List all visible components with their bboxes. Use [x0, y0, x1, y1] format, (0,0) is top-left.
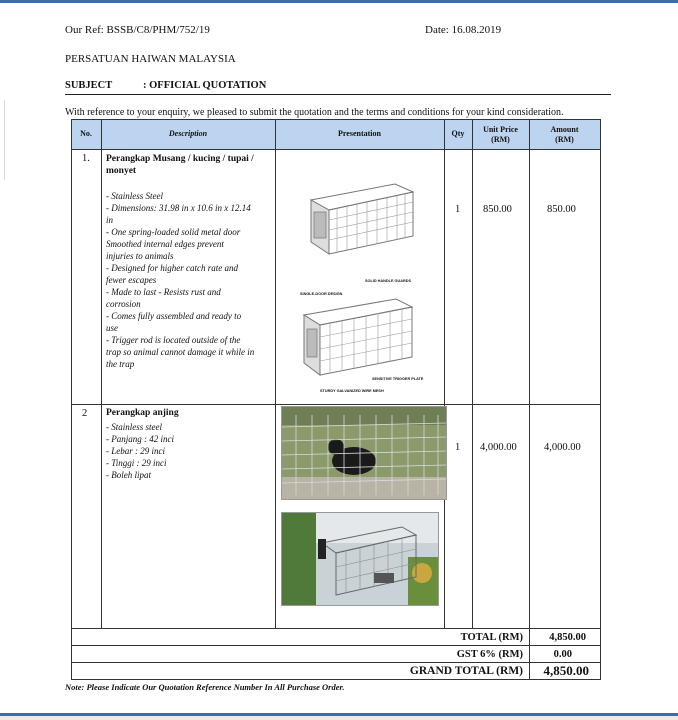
col-divider — [275, 119, 276, 628]
unit-price-label: Unit Price — [483, 125, 518, 134]
spec-line: - Trigger rod is located outside of the — [106, 335, 241, 345]
subject-label: SUBJECT — [65, 80, 113, 91]
row1-amount: 850.00 — [547, 204, 576, 215]
row-separator — [71, 628, 601, 629]
row2-title: Perangkap anjing — [106, 408, 179, 418]
spec-line: corrosion — [106, 299, 141, 309]
row2-amount: 4,000.00 — [544, 442, 581, 453]
amount-unit: (RM) — [555, 135, 574, 144]
spec-line: - Stainless steel — [106, 422, 162, 432]
row1-specs — [106, 190, 270, 370]
col-divider — [472, 119, 473, 628]
col-divider — [444, 119, 445, 628]
gst-value: 0.00 — [553, 649, 572, 660]
row2-specs — [106, 421, 270, 481]
row1-title-line: Perangkap Musang / kucing / tupai / — [106, 154, 254, 164]
row2-qty: 1 — [455, 442, 461, 453]
subject-underline — [65, 94, 611, 95]
table-border-bottom — [71, 679, 601, 680]
unit-price-unit: (RM) — [491, 135, 510, 144]
row1-title — [106, 153, 254, 177]
our-ref: Our Ref: BSSB/C8/PHM/752/19 — [65, 24, 210, 36]
total-label: TOTAL (RM) — [460, 632, 523, 643]
col-header-amount — [529, 125, 600, 145]
intro-paragraph: With reference to your enquiry, we pleased to submit the quotation and the terms and conditions for your kind consideration. — [65, 107, 564, 118]
table-border-top — [71, 119, 601, 120]
scroll-edge — [0, 100, 5, 180]
label-handle-guards: SOLID HANDLE GUARDS — [365, 279, 411, 283]
row1-title-line: monyet — [106, 166, 137, 176]
grand-total-label: GRAND TOTAL (RM) — [409, 665, 523, 677]
spec-line: - Lebar : 29 inci — [106, 446, 165, 456]
totals-separator — [71, 645, 601, 646]
row2-unit-price: 4,000.00 — [480, 442, 517, 453]
row-separator — [71, 404, 601, 405]
total-value: 4,850.00 — [549, 632, 586, 643]
label-wire-mesh: STURDY GALVANIZED WIRE MESH — [320, 389, 384, 393]
purchase-order-note: Note: Please Indicate Our Quotation Reference Number In All Purchase Order. — [65, 682, 345, 692]
row2-no: 2 — [82, 408, 88, 419]
grand-total-value: 4,850.00 — [543, 663, 589, 678]
spec-line: - Boleh lipat — [106, 470, 151, 480]
table-border-right — [600, 119, 601, 679]
dog-trap-photo — [281, 406, 447, 500]
col-header-unit-price — [472, 125, 529, 145]
col-header-no: No. — [80, 129, 92, 138]
table-border-left — [71, 119, 72, 679]
gst-label: GST 6% (RM) — [456, 649, 523, 660]
col-divider — [529, 119, 530, 679]
cage-trap-photo — [305, 180, 417, 258]
quotation-date: Date: 16.08.2019 — [425, 24, 502, 36]
row1-no: 1. — [82, 153, 90, 164]
subject-value: : OFFICIAL QUOTATION — [143, 80, 267, 91]
col-header-presentation: Presentation — [338, 129, 381, 138]
spec-line: - Stainless Steel — [106, 191, 163, 201]
spec-line: - Designed for higher catch rate and — [106, 263, 238, 273]
spec-line: - Panjang : 42 inci — [106, 434, 174, 444]
row1-qty: 1 — [455, 204, 461, 215]
spec-line: - Dimensions: 31.98 in x 10.6 in x 12.14 — [106, 203, 251, 213]
spec-line: - Tinggi : 29 inci — [106, 458, 167, 468]
spec-line: use — [106, 323, 118, 333]
row1-unit-price: 850.00 — [483, 204, 512, 215]
dog-trap-outdoor-photo — [281, 512, 439, 606]
spec-line: fewer escapes — [106, 275, 157, 285]
label-single-door: SINGLE-DOOR DESIGN — [300, 292, 343, 296]
recipient-organisation: PERSATUAN HAIWAN MALAYSIA — [65, 53, 236, 65]
col-header-qty: Qty — [451, 129, 465, 138]
table-header-bottom — [71, 149, 601, 150]
spec-line: the trap — [106, 359, 135, 369]
spec-line: injuries to animals — [106, 251, 174, 261]
top-accent-bar — [0, 0, 678, 3]
spec-line: - Made to last - Resists rust and — [106, 287, 221, 297]
bottom-shade — [0, 716, 678, 720]
totals-separator — [71, 662, 601, 663]
spec-line: trap so animal cannot damage it while in — [106, 347, 255, 357]
spec-line: Smoothed internal edges prevent — [106, 239, 224, 249]
col-divider — [101, 119, 102, 628]
spec-line: - Comes fully assembled and ready to — [106, 311, 242, 321]
spec-line: - One spring-loaded solid metal door — [106, 227, 241, 237]
spec-line: in — [106, 215, 114, 225]
col-header-description: Description — [168, 129, 208, 138]
label-trigger-plate: SENSITIVE TRIGGER PLATE — [372, 377, 424, 381]
amount-label: Amount — [550, 125, 579, 134]
